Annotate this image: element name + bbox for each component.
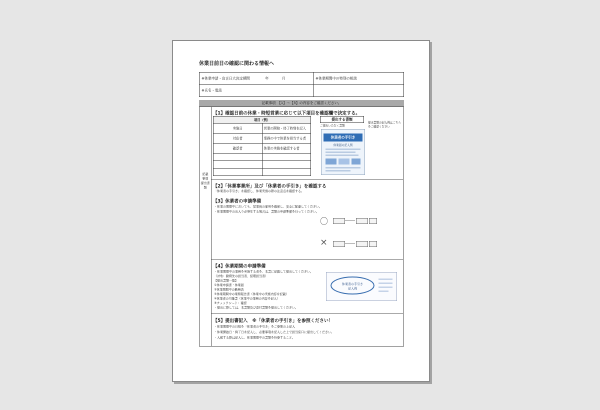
section-3-heading: 【3】休業者の申請準備: [213, 199, 262, 204]
name-label: ※氏名・電話: [200, 85, 315, 97]
diagram-box: [356, 241, 368, 247]
table-row-empty: [213, 161, 311, 169]
table-header-row: [213, 116, 311, 123]
side-label-line: 記載: [202, 172, 209, 176]
name-value-cell: [314, 85, 404, 97]
document-title: 休業日前日の確認に関わる情報へ: [199, 61, 274, 67]
notice-bar: 記載事項 【1】～【5】の内容をご確認ください。: [199, 100, 404, 107]
table-row-empty: [213, 153, 311, 161]
section-2-line: 「休業者の手引き」を確認し、休業実施の際の注意点を確認する。: [214, 189, 305, 193]
ng-symbol-icon: ×: [320, 237, 328, 248]
section-1-table: [213, 116, 311, 176]
section-4-line: 【提出書類一覧】: [214, 279, 239, 283]
thumbnail-line: [326, 155, 359, 157]
table-row: [213, 133, 311, 143]
year-label: 年: [265, 76, 269, 81]
section-4-line: ③休業期間中の業務報告書（休業中の実施内容を記載）: [214, 292, 289, 296]
section-4-line: ①休業申請書・休業届: [214, 283, 244, 287]
header-row: [200, 85, 404, 97]
submit-docs-note: ご提出いただく書類: [320, 124, 345, 128]
section-5-heading: 【5】提出書記入 ※「休業者の手引き」を参照ください！: [213, 318, 334, 324]
table-row-desc: 営業の開始・終了時刻を記入: [262, 123, 311, 133]
table-row-desc: 業務の中で休業を担当する者: [262, 133, 311, 143]
ok-symbol-icon: 〇: [320, 216, 329, 226]
side-label-line: 提出書類: [200, 181, 210, 190]
header-table: [199, 72, 404, 97]
guide-thumbnail: [321, 129, 365, 175]
thumbnail-block: [352, 159, 361, 165]
image-line: [379, 287, 393, 289]
image-line: [379, 291, 389, 293]
section-2-heading: 【2】「休業事業所」及び「休業者の手引き」を確認する: [213, 184, 327, 189]
section-divider: [212, 180, 404, 181]
guide-thumbnail-subtitle: 休業届の記入例: [333, 144, 353, 147]
section-3-line: ・休業期間中の出入りが発生する場合は、書類の申請準備を行ってください。: [214, 210, 320, 214]
section-divider: [212, 259, 404, 260]
guide-stamp: [331, 277, 375, 295]
side-column: [199, 107, 212, 347]
period-label: ※休業申請・宣言日大決定期間: [201, 76, 250, 81]
thumbnail-line: [326, 170, 351, 172]
thumbnail-line: [326, 149, 361, 151]
section-4-line: ・休業期間中の業務を実施する者を、本書に記載して提出してください。: [214, 270, 314, 274]
guide-thumbnail-title: 休業者の手引き: [324, 134, 363, 142]
diagram-box: [369, 241, 377, 247]
section-4-line: ④休業者の引継書（休業中の業務の内容を記入）: [214, 297, 280, 301]
diagram-box: [369, 218, 377, 224]
thumbnail-line: [326, 152, 356, 154]
section-5-line: ・休業開始日・終了日を記入し、必要事項を記入した上で担当窓口に提出してください。: [214, 330, 335, 334]
thumbnail-block: [326, 159, 337, 165]
section-1-heading: 【1】確認日前の休業・時短営業に応じて以下項目を確認欄で決定する。: [213, 111, 361, 116]
diagram-wire: [345, 244, 355, 245]
section-3-line: ・休業の期間中においても、従業員の雇用を確保し、安全に配慮してください。: [214, 205, 323, 209]
section-4-heading: 【4】休業期間の申請準備: [213, 264, 266, 269]
section-divider: [212, 314, 404, 315]
side-label: [200, 172, 212, 190]
table-row-empty: [213, 168, 311, 176]
special-label: ※休業期間中の特別の相談: [315, 76, 357, 81]
thumbnail-line: [326, 167, 361, 169]
table-row: [213, 123, 311, 133]
diagram-box: [333, 241, 345, 247]
period-cell: [200, 73, 315, 85]
image-line: [379, 283, 393, 285]
side-label-line: 事項: [202, 177, 209, 181]
diagram-box: [333, 218, 345, 224]
thumbnail-block: [339, 159, 350, 165]
table-row-label: 対応者: [213, 133, 262, 143]
section-3-diagram: [319, 215, 394, 257]
submit-docs-label: 提出する書類: [320, 116, 364, 123]
table-row: [213, 143, 311, 153]
section-4-image: [326, 272, 397, 301]
header-row: [200, 73, 404, 86]
section-5-line: ・休業期間中の日程を「休業者の手引き」をご参照の上記入: [214, 325, 296, 329]
section-4-line: ・提出に際しては、本書類及び添付書類を提出してください。: [214, 306, 299, 310]
section-4-line: ⑤チェックシート：確認: [214, 301, 247, 305]
section-5-line: ・入館する際は記入し、休業期間中の書類を持参すること。: [214, 336, 296, 340]
document-page: [172, 40, 430, 382]
section-4-line: （対象：勤務先の担当者、経理担当者）: [214, 274, 269, 278]
table-header: 項目（例）: [213, 116, 311, 123]
month-label: 月: [281, 76, 286, 81]
guide-stamp-text: 記入例: [347, 287, 357, 291]
diagram-wire: [345, 221, 355, 222]
table-row-desc: 休業の実施を確認する者: [262, 143, 311, 153]
section-4-line: ②休業期間中の勤務表: [214, 288, 244, 292]
table-row-label: 確認者: [213, 143, 262, 153]
image-line: [379, 279, 393, 281]
diagram-box: [356, 218, 368, 224]
guide-stamp-text: 休業者の手引き: [341, 282, 363, 286]
table-row-label: 実施日: [213, 123, 262, 133]
document-sheet: [173, 41, 429, 381]
submit-docs-side-note: 提出書類の記入例はこちらをご確認ください: [368, 121, 402, 129]
